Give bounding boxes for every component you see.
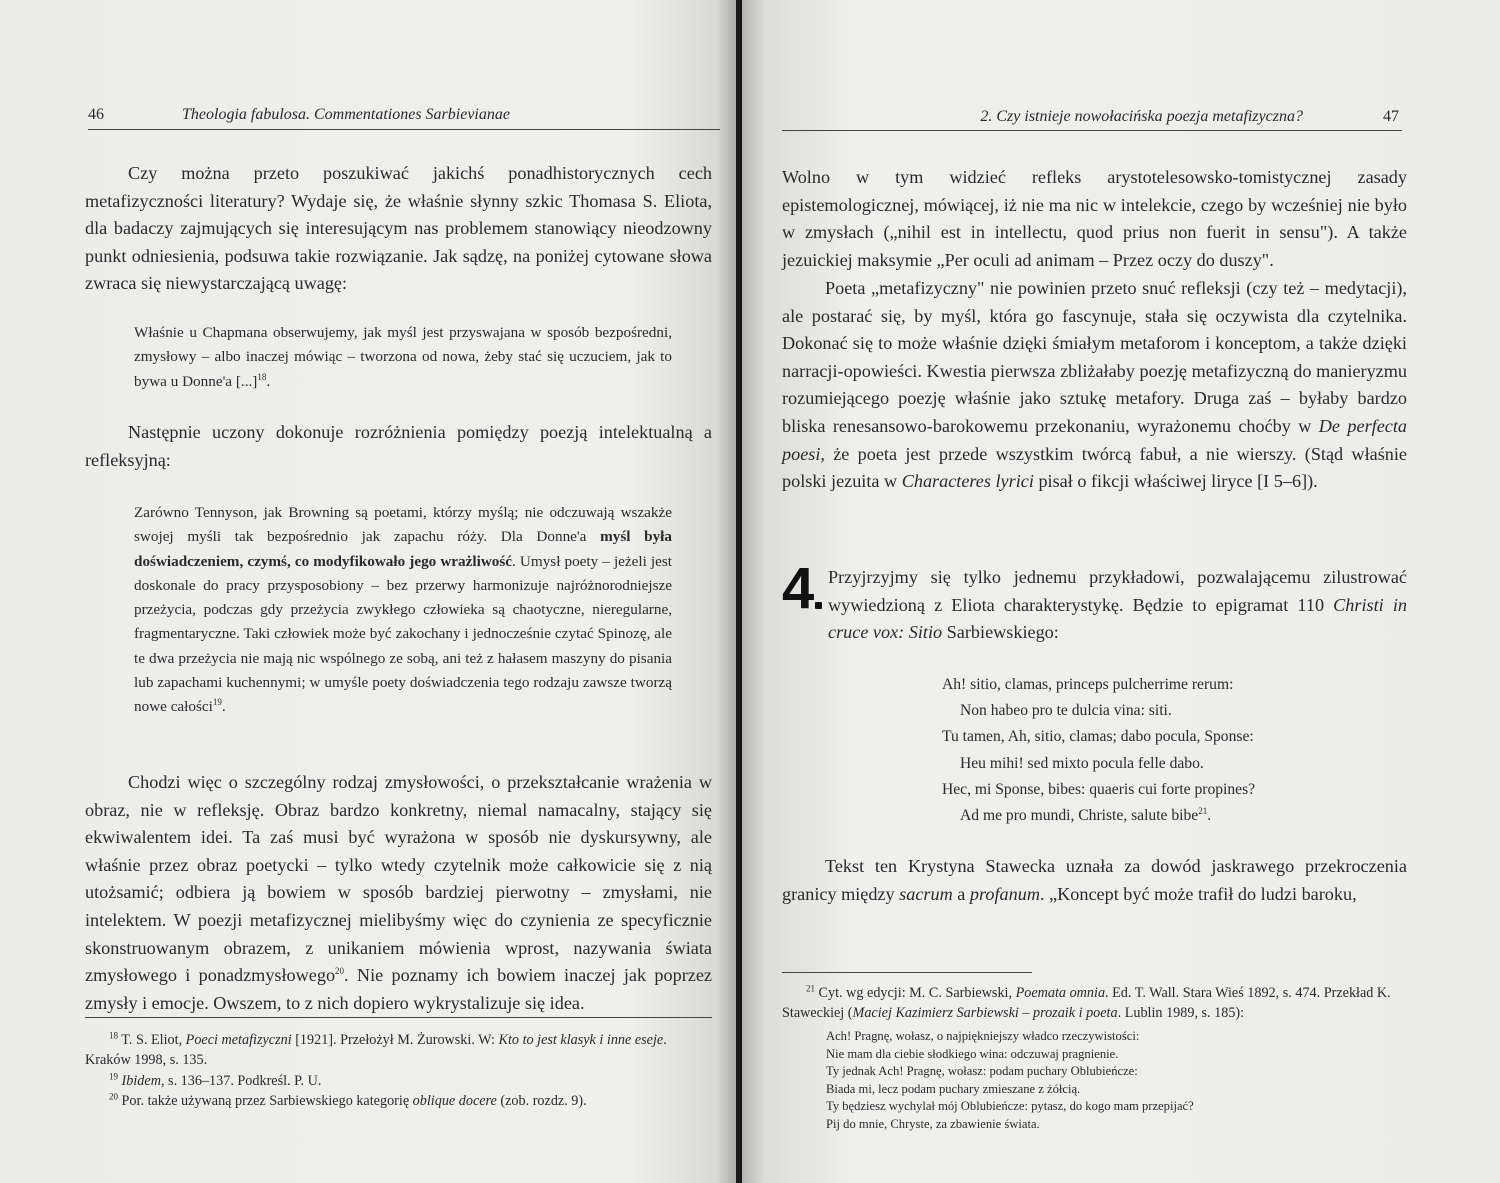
poem-line: Heu mihi! sed mixto pocula felle dabo. (960, 754, 1204, 772)
body-paragraph-3 (85, 769, 712, 1017)
body-paragraph-1 (782, 164, 1407, 274)
poem-line: Hec, mi Sponse, bibes: quaeris cui forte propines? (942, 780, 1256, 798)
poem (942, 672, 1255, 829)
quote-text: . Umysł poety – jeżeli jest doskonale do pracy przysposobiony – bez przerwy harmonizuje najróżnorodniejsze przeżycia, podczas gdy przeżycia zwykłego człowieka są chaotyczne, nieregularne, fragmentaryczne. Taki człowiek może być zakochany i jednocześnie czytać Spinozę, ale te dwa przeżycia nie mają nic wspólnego ze sobą, ani też z hałasem maszyny do pisania lub zapachami kuchennymi; w umyśle poety doświadczenia tego rodzaju zawsze tworzą nowe całości (134, 552, 673, 716)
paragraph-text: . Nie poznamy ich bowiem inaczej jak poprzez zmysły i emocje. Owszem, to z nich dopiero wykrystalizuje się idea. (85, 965, 712, 1013)
footnote-19: $^{19}$ Ibidem, s. 136–137. Podkreśl. P. U. (109, 1071, 322, 1089)
footnote-rule (782, 972, 1032, 973)
block-quote-1: Właśnie u Chapmana obserwujemy, jak myśl jest przyswajana w sposób bezpośredni, zmysłowy – albo inaczej mówiąc – tworzona od nowa, żeby stać się uczuciem, jak to bywa u Donne'a [...]$^{18}$. (134, 324, 672, 390)
section-number: 4 (782, 556, 815, 621)
header-rule (782, 130, 1402, 131)
translation-line: Ty będziesz wychylał mój Oblubieńcze: pytasz, do kogo mam przepijać? (826, 1099, 1194, 1114)
poem-line: Ad me pro mundi, Christe, salute bibe$^{21}$. (960, 805, 1212, 825)
body-paragraph-2 (85, 419, 712, 474)
translation-line: Biada mi, lecz podam puchary zmieszane z żółcią. (826, 1081, 1081, 1096)
footnote-ref: 21 (1198, 805, 1208, 816)
paragraph-text: Czy można przeto poszukiwać jakichś ponadhistorycznych cech metafizyczności literatury? Wydaje się, że właśnie słynny szkic Thomasa S. Eliota, dla badaczy zajmujących się interesującym nas problemem stanowiący nieodzowny punkt odniesienia, podsuwa takie rozwiązanie. Jak sądzę, na poniżej cytowane słowa zwraca się niewystarczającą uwagę: (85, 163, 712, 294)
footnote-rule (85, 1017, 712, 1018)
translation-line: Nie mam dla ciebie słodkiego wina: odczuwaj pragnienie. (826, 1046, 1119, 1061)
poem-line: Ah! sitio, clamas, princeps pulcherrime rerum: (942, 676, 1234, 693)
footnote-21: $^{21}$ Cyt. wg edycji: M. C. Sarbiewski, Poemata omnia. Ed. T. Wall. Stara Wieś 1892, s. 474. Przekład K. Staweckiej (Maciej Kazimierz Sarbiewski – prozaik i poeta. Lublin 1989, s. 185): (782, 983, 1391, 1022)
footnote-ref: 20 (335, 966, 345, 977)
translation-line: Ty jednak Ach! Pragnę, wołasz: podam puchary Oblubieńcze: (826, 1064, 1138, 1079)
poem-line: Non habeo pro te dulcia vina: siti. (960, 702, 1172, 720)
footnotes (85, 1030, 712, 1112)
page-number: 46 (88, 106, 104, 123)
right-page-header (787, 108, 1399, 126)
quote-text: Właśnie u Chapmana obserwujemy, jak myśl jest przyswajana w sposób bezpośredni, zmysłowy – albo inaczej mówiąc – tworzona od nowa, żeby stać się uczuciem, jak to bywa u Donne'a [...] (134, 324, 672, 390)
running-title: 2. Czy istnieje nowołacińska poezja metafizyczna? (980, 108, 1303, 125)
body-paragraph-2: Poeta „metafizyczny" nie powinien przeto snuć refleksji (czy też – medytacji), ale postarać się, by myśl, która go fascynuje, stała się oczywista dla czytelnika. Dokonać się to może właśnie dzięki śmiałym metaforom i konceptom, a także dzięki narracji-opowieści. Kwestia pierwsza zbliżałaby poezję metafizyczną do manieryzmu rozumiejącego poezję właśnie jako sztukę metafory. Druga zaś – byłaby bardzo bliska renesansowo-barokowemu przekonaniu, wyrażonemu choćby w De perfecta poesi, że poeta jest przede wszystkim twórcą fabuł, a nie wierszy. (Stąd właśnie polski jezuita w Characteres lyrici pisał o fikcji właściwej liryce [I 5–6]). (782, 278, 1407, 492)
translation-line: Pij do mnie, Chryste, za zbawienie świata. (826, 1116, 1040, 1131)
paragraph-text: Wolno w tym widzieć refleks arystotelesowsko-tomistycznej zasady epistemologicznej, mówiącej, iż nie ma nic w intelekcie, czego by wcześniej nie było w zmysłach („nihil est in intellectu, quod prius non fuerit in sensu"). A także jezuickiej maksymie „Per oculi ad animam – Przez oczy do duszy". (782, 167, 1407, 270)
right-page (742, 0, 1500, 1183)
left-page-header (88, 106, 720, 124)
body-paragraph-1 (85, 160, 712, 298)
paragraph-text: Następnie uczony dokonuje rozróżnienia pomiędzy poezją intelektualną a refleksyjną: (85, 422, 712, 470)
quote-text: Zarówno Tennyson, jak Browning są poetami, którzy myślą; nie odczuwają wszakże swojej myśli tak bezpośrednio jak zapachu róży. Dla Donne'a (134, 504, 672, 546)
running-title: Theologia fabulosa. Commentationes Sarbievianae (182, 106, 510, 123)
footnote-18: $^{18}$ T. S. Eliot, Poeci metafizyczni [1921]. Przełożył M. Żurowski. W: Kto to jest klasyk i inne eseje. Kraków 1998, s. 135. (85, 1030, 667, 1069)
footnote-ref: 19 (212, 697, 222, 708)
left-page (0, 0, 738, 1183)
footnote-20: $^{20}$ Por. także używaną przez Sarbiewskiego kategorię oblique docere (zob. rozdz. 9). (109, 1091, 587, 1110)
block-quote-2: Zarówno Tennyson, jak Browning są poetami, którzy myślą; nie odczuwają wszakże swojej myśli tak bezpośrednio jak zapachu róży. Dla Donne'a myśl była doświadczeniem, czymś, co modyfikowało jego wrażliwość. Umysł poety – jeżeli jest doskonale do pracy przysposobiony – bez przerwy harmonizuje najróżnorodniejsze przeżycia, podczas gdy przeżycia zwykłego człowieka są chaotyczne, nieregularne, fragmentaryczne. Taki człowiek może być zakochany i jednocześnie czytać Spinozę, ale te dwa przeżycia nie mają nic wspólnego ze sobą, ani też z hałasem maszyny do pisania lub zapachami kuchennymi; w umyśle poety doświadczenia tego rodzaju zawsze tworzą nowe całości$^{19}$. (134, 504, 673, 716)
header-rule (88, 129, 720, 130)
footnote-translation (826, 1028, 1194, 1134)
page-number: 47 (1383, 108, 1399, 125)
quote-emphasis: myśl była doświadczeniem, czymś, co modyfikowało jego wrażliwość (134, 528, 672, 570)
body-paragraph-4: Tekst ten Krystyna Stawecka uznała za dowód jaskrawego przekroczenia granicy między sacrum a profanum. „Koncept być może trafił do ludzi baroku, (782, 856, 1407, 904)
footnote-ref: 18 (257, 371, 267, 382)
paragraph-text: Chodzi więc o szczególny rodzaj zmysłowości, o przekształcanie wrażenia w obraz, nie w refleksję. Obraz bardzo konkretny, niemal namacalny, stający się ekwiwalentem idei. Ta zaś musi być wyrażona w sposób nie dyskursywny, ale właśnie przez obraz poetycki – tylko wtedy czytelnik może całkowicie się z nią utożsamić; odbiera ją bowiem w sposób bardziej pierwotny – zmysłami, nie intelektem. W poezji metafizycznej mielibyśmy więc do czynienia ze specyficznie skonstruowanym obrazem, z unikaniem mówienia wprost, nazywania świata zmysłowego i ponadzmysłowego (85, 772, 712, 986)
poem-line: Tu tamen, Ah, sitio, clamas; dabo pocula, Sponse: (942, 728, 1254, 746)
body-paragraph-3: Przyjrzyjmy się tylko jednemu przykładowi, pozwalającemu zilustrować wywiedzioną z Eliota charakterystykę. Będzie to epigramat 110 Christi in cruce vox: Sitio Sarbiewskiego: (828, 567, 1407, 643)
translation-line: Ach! Pragnę, wołasz, o najpiękniejszy władco rzeczywistości: (826, 1029, 1140, 1043)
